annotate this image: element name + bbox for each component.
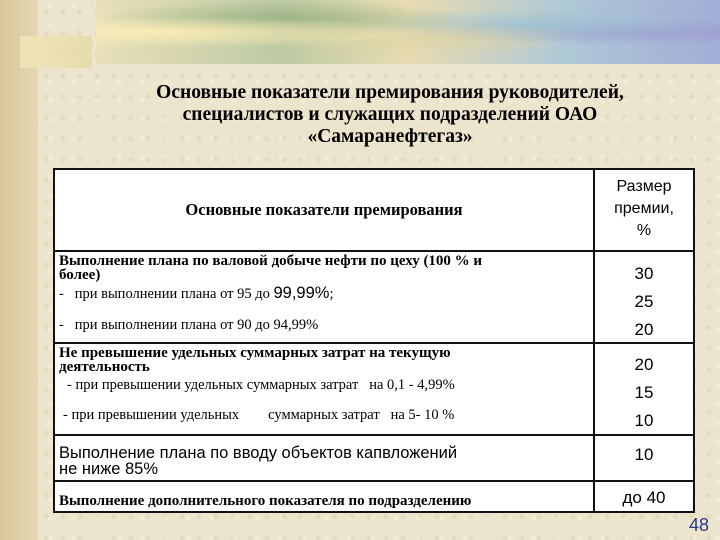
header-bonus-line: Размер	[616, 178, 672, 195]
bonus-table	[53, 168, 695, 513]
left-decor-band	[0, 0, 38, 540]
row-sub-item	[59, 285, 589, 302]
row-heading: Выполнение плана по валовой добыче нефти по цеху (100 % и	[59, 253, 483, 269]
table-row	[59, 445, 589, 477]
row-divider	[55, 342, 693, 344]
title-line-1: Основные показатели премирования руководителей,	[156, 82, 624, 103]
row-sub-item: - при выполнении плана от 90 до 94,99%	[59, 317, 319, 333]
row-heading: Выполнение плана по вводу объектов капвложений	[59, 444, 458, 462]
row-sub-item: - при превышении удельных суммарных затрат на 5- 10 %	[63, 407, 455, 423]
bonus-value: 30	[634, 264, 654, 283]
row-divider	[55, 250, 693, 252]
corner-decor	[20, 36, 92, 68]
row-sub-item: - при превышении удельных суммарных затрат на 0,1 - 4,99%	[67, 377, 455, 393]
row-heading: Не превышение удельных суммарных затрат на текущую	[59, 345, 451, 361]
row-heading: более)	[59, 267, 101, 283]
table-row	[59, 254, 589, 333]
sub-item-suffix: ;	[329, 286, 334, 302]
header-bonus-line: премии,	[614, 200, 674, 217]
bonus-value: до 40	[622, 488, 666, 507]
row-heading: не ниже 85%	[59, 460, 159, 478]
sub-item-emph: 99,99%	[273, 284, 330, 302]
bonus-value: 10	[634, 445, 654, 464]
title-line-2: специалистов и служащих подразделений ОАО	[182, 104, 598, 125]
row-divider	[55, 480, 693, 482]
slide-title	[60, 82, 720, 148]
sub-item-text: - при выполнении плана от 95 до	[59, 286, 274, 302]
bonus-value: 10	[634, 411, 654, 430]
top-decor-banner	[96, 0, 720, 64]
page-number: 48	[689, 515, 710, 535]
header-indicators: Основные показатели премирования	[185, 200, 463, 219]
row-heading: деятельность	[59, 359, 150, 375]
table-row	[59, 494, 589, 508]
header-bonus-size	[595, 176, 693, 242]
header-bonus-line: %	[636, 222, 652, 239]
bonus-value: 25	[634, 292, 654, 311]
row-divider	[55, 434, 693, 436]
row-heading: Выполнение дополнительного показателя по подразделению	[59, 493, 472, 509]
table-row	[59, 346, 589, 423]
bonus-value: 15	[634, 383, 654, 402]
bonus-value: 20	[634, 320, 654, 339]
bonus-value: 20	[634, 355, 654, 374]
title-line-3: «Самаранефтегаз»	[307, 126, 473, 147]
